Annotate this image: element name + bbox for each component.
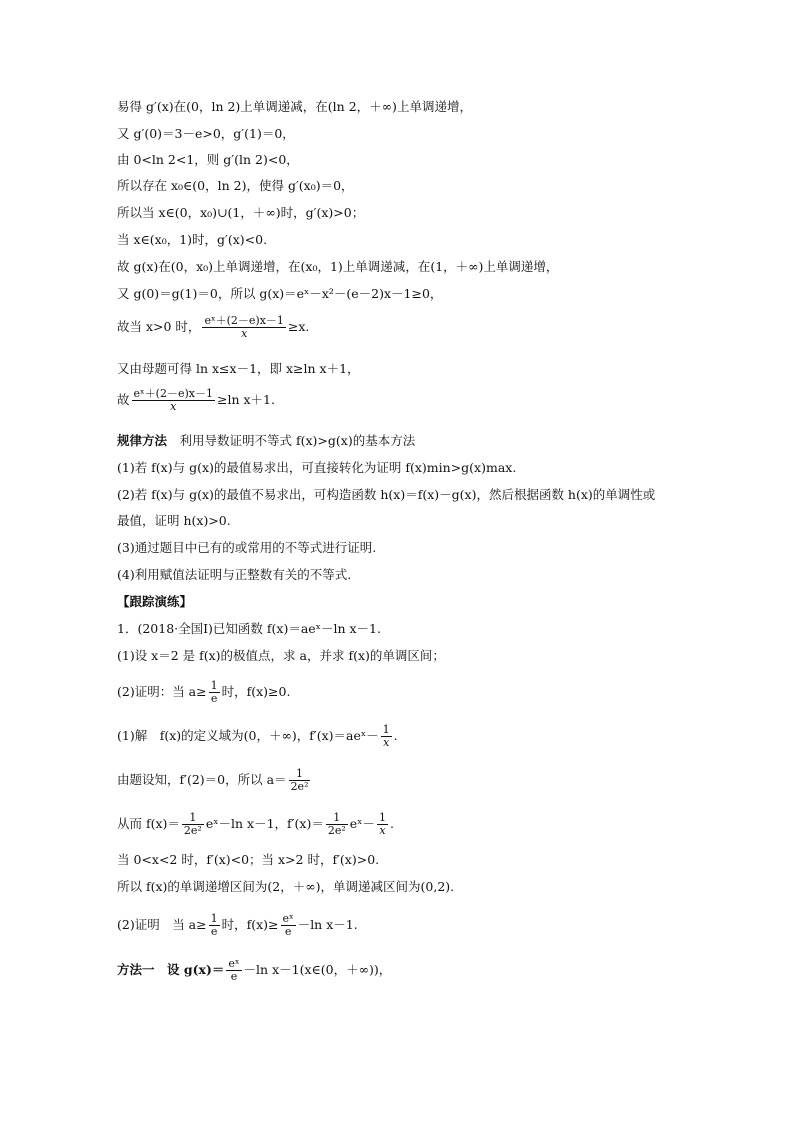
numerator: 1 <box>333 811 341 824</box>
text: eˣ－ln x－1，f′(x)＝ <box>205 816 324 831</box>
text-line: 由 0<ln 2<1，则 g′(ln 2)<0， <box>117 152 299 167</box>
text-line-fraction <box>117 388 275 413</box>
text: －ln x－1. <box>297 917 358 932</box>
section-heading: 【跟踪演练】 <box>117 594 193 609</box>
fraction <box>326 812 348 837</box>
text: 从而 f(x)＝ <box>117 816 180 831</box>
text: 方法一 设 g(x)＝ <box>117 962 225 977</box>
denominator: x <box>202 327 285 340</box>
denominator: 2e² <box>183 824 202 837</box>
text: (2)证明 当 a≥ <box>117 917 207 932</box>
text-line: 最值，证明 h(x)>0. <box>117 513 231 528</box>
denominator: x <box>132 400 215 413</box>
numerator: 1 <box>382 723 390 736</box>
text-line: 所以存在 x₀∈(0，ln 2)，使得 g′(x₀)＝0， <box>117 178 354 193</box>
numerator: 1 <box>378 811 386 824</box>
numerator: 1 <box>189 811 197 824</box>
text-line: (3)通过题目中已有的或常用的不等式进行证明. <box>117 540 377 555</box>
fraction <box>209 913 220 938</box>
fraction <box>132 388 215 413</box>
text-line-fraction <box>117 680 290 705</box>
text-line: 当 x∈(x₀，1)时，g′(x)<0. <box>117 232 268 247</box>
fraction <box>377 812 388 837</box>
method-title: 利用导数证明不等式 f(x)>g(x)的基本方法 <box>179 433 416 448</box>
method-label: 规律方法 <box>117 433 168 448</box>
text: 由题设知，f′(2)＝0，所以 a＝ <box>117 772 287 787</box>
text-line: 所以 f(x)的单调递增区间为(2，＋∞)，单调递减区间为(0,2). <box>117 879 455 894</box>
text-line-fraction <box>117 768 312 793</box>
problem-statement: 1．(2018·全国Ⅰ)已知函数 f(x)＝aeˣ－ln x－1. <box>117 621 381 636</box>
text-line: (1)设 x＝2 是 f(x)的极值点，求 a，并求 f(x)的单调区间； <box>117 648 445 663</box>
text: ≥x. <box>287 319 310 334</box>
text-line-fraction <box>117 724 398 749</box>
text: . <box>389 816 394 831</box>
fraction <box>202 315 285 340</box>
text-line-fraction <box>117 913 358 938</box>
fraction <box>289 768 311 793</box>
text-line-fraction <box>117 315 309 340</box>
numerator: 1 <box>296 767 304 780</box>
text: 故当 x>0 时， <box>117 319 201 334</box>
text-line: (1)若 f(x)与 g(x)的最值易求出，可直接转化为证明 f(x)min>g(x)max. <box>117 460 517 475</box>
method-heading <box>117 433 415 449</box>
numerator: eˣ <box>282 912 294 925</box>
text: . <box>393 728 398 743</box>
text-line: 当 0<x<2 时，f′(x)<0；当 x>2 时，f′(x)>0. <box>117 852 380 867</box>
text: eˣ－ <box>349 816 375 831</box>
denominator: 2e² <box>327 824 346 837</box>
fraction <box>209 680 220 705</box>
text-line-fraction <box>117 812 394 837</box>
text: 时，f(x)≥ <box>221 917 279 932</box>
numerator: eˣ＋(2－e)x－1 <box>204 314 284 327</box>
fraction <box>182 812 204 837</box>
text-line: 又由母题可得 ln x≤x－1，即 x≥ln x＋1， <box>117 361 360 376</box>
text-line: 易得 g′(x)在(0，ln 2)上单调递减，在(ln 2，＋∞)上单调递增， <box>117 99 472 114</box>
numerator: eˣ <box>228 957 240 970</box>
text-line: 又 g′(0)＝3－e>0，g′(1)＝0， <box>117 126 295 141</box>
text-line-fraction <box>117 958 391 983</box>
numerator: 1 <box>210 912 218 925</box>
denominator: e <box>209 692 220 705</box>
text: 故 <box>117 392 130 407</box>
text: 时，f(x)≥0. <box>221 684 291 699</box>
text: ≥ln x＋1. <box>216 392 275 407</box>
denominator: x <box>381 736 392 749</box>
text: (1)解 f(x)的定义域为(0，＋∞)，f′(x)＝aeˣ－ <box>117 728 379 743</box>
text-line: 所以当 x∈(0，x₀)∪(1，＋∞)时，g′(x)>0； <box>117 205 365 220</box>
denominator: 2e² <box>290 780 309 793</box>
text-line: 又 g(0)＝g(1)＝0，所以 g(x)＝eˣ－x²－(e－2)x－1≥0， <box>117 286 443 301</box>
fraction <box>281 913 296 938</box>
fraction <box>226 958 241 983</box>
fraction <box>381 724 392 749</box>
denominator: e <box>226 970 241 983</box>
text-line: (4)利用赋值法证明与正整数有关的不等式. <box>117 567 352 582</box>
numerator: 1 <box>210 679 218 692</box>
text-line: 故 g(x)在(0，x₀)上单调递增，在(x₀，1)上单调递减，在(1，＋∞)上单调递增， <box>117 259 559 274</box>
numerator: eˣ＋(2－e)x－1 <box>133 387 213 400</box>
text: －ln x－1(x∈(0，＋∞))， <box>243 962 392 977</box>
denominator: e <box>209 925 220 938</box>
denominator: x <box>377 824 388 837</box>
text-line: (2)若 f(x)与 g(x)的最值不易求出，可构造函数 h(x)＝f(x)－g(x)，然后根据函数 h(x)的单调性或 <box>117 487 656 502</box>
text: (2)证明：当 a≥ <box>117 684 207 699</box>
denominator: e <box>281 925 296 938</box>
